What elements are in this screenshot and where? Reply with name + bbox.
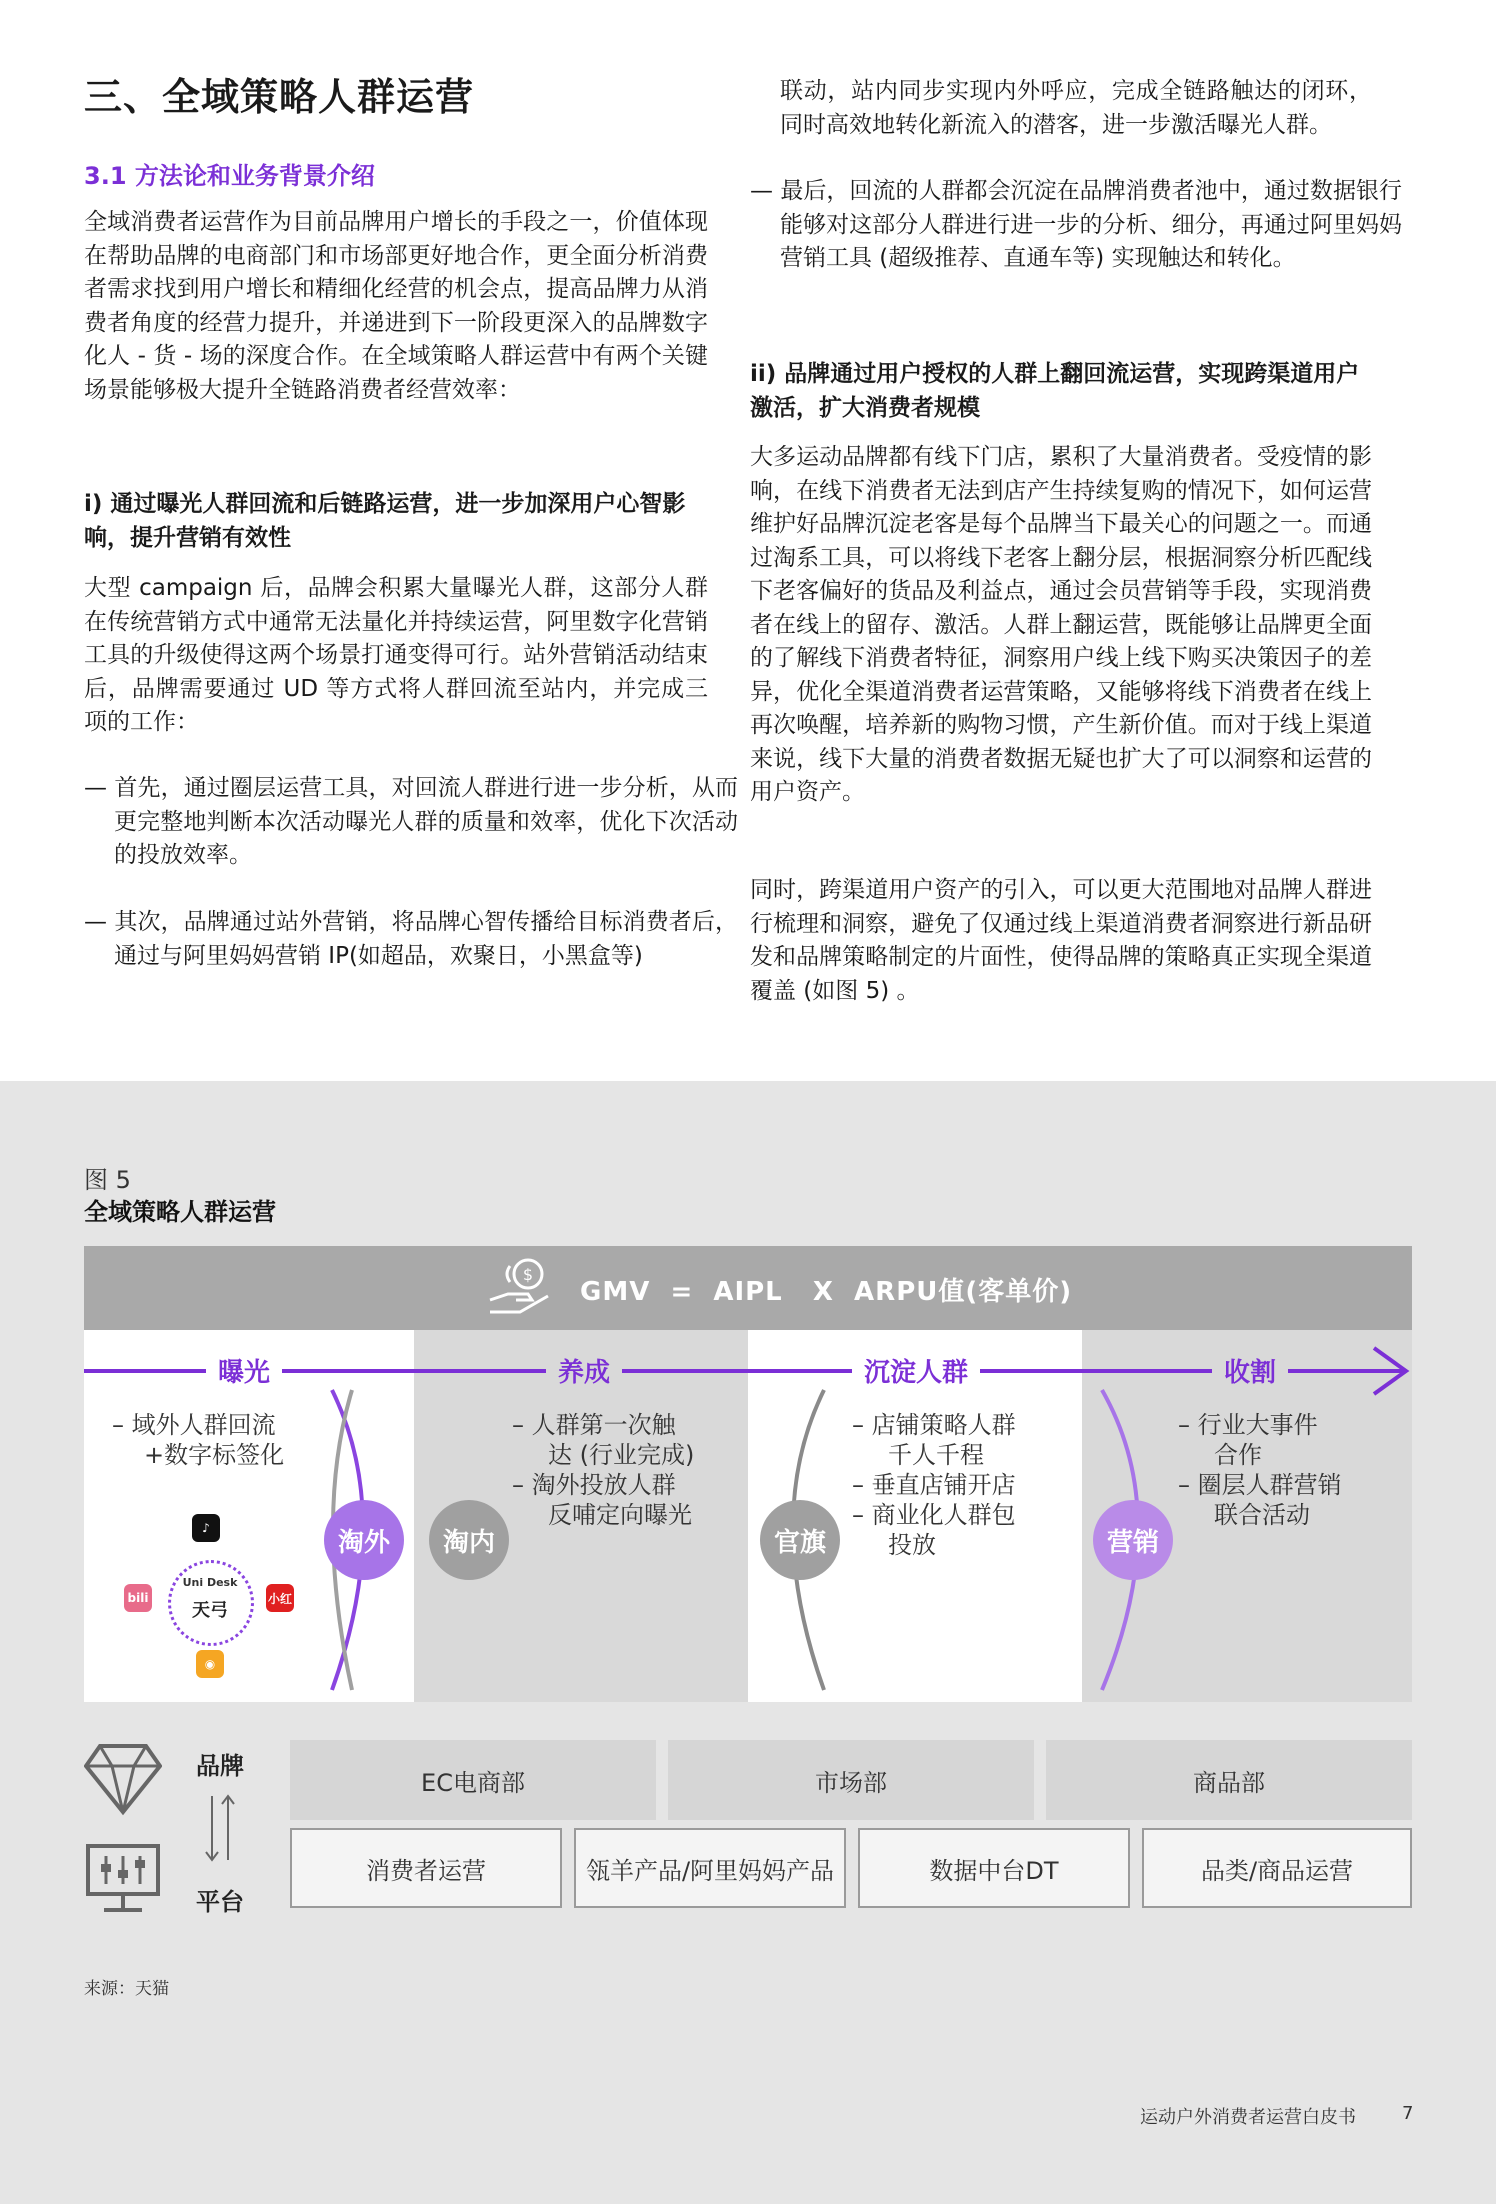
panel4-item-3: – 圈层人群营销 [1178, 1471, 1342, 1499]
brand-label: 品牌 [196, 1752, 244, 1780]
up-down-arrows-icon [200, 1790, 240, 1866]
platform-products: 瓴羊产品/阿里妈妈产品 [574, 1828, 846, 1908]
subheading-1: i) 通过曝光人群回流和后链路运营，进一步加深用户心智影响，提升营销有效性 [84, 491, 686, 551]
platform-data-dt: 数据中台DT [858, 1828, 1130, 1908]
paragraph-2: 大多运动品牌都有线下门店，累积了大量消费者。受疫情的影响，在线下消费者无法到店产生持续复购的情况下，如何运营维护好品牌沉淀老客是每个品牌当下最关心的问题之一。而通过淘系工具，可以将线下老客上翻分层，根据洞察分析匹配线下老客偏好的货品及利益点，通过会员营销等手段，实现消费者在线上的留存、激活。人群上翻运营，既能够让品牌更全面的了解线下消费者特征，洞察用户线上线下购买决策因子的差异，优化全渠道消费者运营策略，又能够将线下消费者在线上再次唤醒，培养新的购物习惯，产生新价值。而对于线上渠道来说，线下大量的消费者数据无疑也扩大了可以洞察和运营的用户资产。 [750, 444, 1372, 805]
circle-guanqi: 官旗 [760, 1500, 840, 1580]
platform-consumer-ops: 消费者运营 [290, 1828, 562, 1908]
circle-yingxiao: 营销 [1093, 1500, 1173, 1580]
bullet-2-continued: 联动，站内同步实现内外呼应，完成全链路触达的闭环，同时高效地转化新流入的潜客，进一步激活曝光人群。 [780, 78, 1372, 138]
panel3-item-3: – 垂直店铺开店 [852, 1471, 1016, 1499]
dept-ec: EC电商部 [290, 1740, 656, 1820]
dashboard-icon [84, 1842, 162, 1916]
panel3-item-2: 千人千程 [888, 1441, 984, 1469]
panel1-item: – 域外人群回流 [112, 1411, 276, 1439]
panel4-item-4: 联合活动 [1214, 1501, 1310, 1529]
page-number: 7 [1402, 2103, 1414, 2124]
xiaohongshu-icon: 小红 [266, 1584, 294, 1612]
panel2-item-3: – 淘外投放人群 [512, 1471, 676, 1499]
figure-number: 图 5 [84, 1166, 131, 1194]
tiangong-label: 天弓 [192, 1600, 228, 1621]
intro-paragraph: 全域消费者运营作为目前品牌用户增长的手段之一，价值体现在帮助品牌的电商部门和市场部更好地合作，更全面分析消费者需求找到用户增长和精细化经营的机会点，提高品牌力从消费者角度的经营力提升，并递进到下一阶段更深入的品牌数字化人 - 货 - 场的深度合作。在全域策略人群运营中有两个关键场景能够极大提升全链路消费者经营效率： [84, 209, 708, 403]
circle-taonei: 淘内 [429, 1500, 509, 1580]
platform-label: 平台 [196, 1888, 244, 1916]
diamond-icon [84, 1742, 162, 1816]
source-note: 来源：天猫 [84, 1979, 169, 1999]
page-heading: 三、全域策略人群运营 [84, 75, 475, 119]
stage-nurture: 养成 [546, 1352, 622, 1389]
panel3-item-1: – 店铺策略人群 [852, 1411, 1016, 1439]
section-title: 3.1 方法论和业务背景介绍 [84, 162, 375, 190]
bullet-1: — 首先，通过圈层运营工具，对回流人群进行进一步分析，从而更完整地判断本次活动曝光人群的质量和效率，优化下次活动的投放效率。 [84, 775, 738, 868]
bullet-2: — 其次，品牌通过站外营销，将品牌心智传播给目标消费者后，通过与阿里妈妈营销 IP(如超品，欢聚日，小黑盒等) [84, 909, 738, 969]
footer-title: 运动户外消费者运营白皮书 [1140, 2107, 1356, 2128]
paragraph-3: 同时，跨渠道用户资产的引入，可以更大范围地对品牌人群进行梳理和洞察，避免了仅通过线上渠道消费者洞察进行新品研发和品牌策略制定的片面性，使得品牌的策略真正实现全渠道覆盖 (如图 5) 。 [750, 877, 1372, 1004]
panel1-item-cont: +数字标签化 [144, 1441, 285, 1469]
douyin-icon: ♪ [192, 1514, 220, 1542]
svg-text:$: $ [522, 1265, 534, 1284]
bilibili-icon: bili [124, 1584, 152, 1612]
bullet-3: — 最后，回流的人群都会沉淀在品牌消费者池中，通过数据银行能够对这部分人群进行进一步的分析、细分，再通过阿里妈妈营销工具 (超级推荐、直通车等) 实现触达和转化。 [750, 178, 1402, 271]
gmv-formula: GMV = AIPL X ARPU值(客单价) [580, 1277, 1073, 1307]
panel2-item-4: 反哺定向曝光 [548, 1501, 692, 1529]
paragraph-1: 大型 campaign 后，品牌会积累大量曝光人群，这部分人群在传统营销方式中通常无法量化并持续运营，阿里数字化营销工具的升级使得这两个场景打通变得可行。站外营销活动结束后，品牌需要通过 UD 等方式将人群回流至站内，并完成三项的工作： [84, 575, 708, 735]
circle-taowai: 淘外 [324, 1500, 404, 1580]
figure-title: 全域策略人群运营 [84, 1198, 276, 1226]
panel4-item-2: 合作 [1214, 1441, 1262, 1469]
panel2-item-2: 达 (行业完成) [548, 1441, 695, 1469]
dept-marketing: 市场部 [668, 1740, 1034, 1820]
money-hand-icon [484, 1254, 556, 1322]
weibo-icon: ◉ [196, 1650, 224, 1678]
panel3-item-5: 投放 [888, 1531, 936, 1559]
panel4-item-1: – 行业大事件 [1178, 1411, 1318, 1439]
panel3-item-4: – 商业化人群包 [852, 1501, 1016, 1529]
stage-settle: 沉淀人群 [852, 1352, 980, 1389]
platform-category-ops: 品类/商品运营 [1142, 1828, 1412, 1908]
subheading-2: ii) 品牌通过用户授权的人群上翻回流运营，实现跨渠道用户激活，扩大消费者规模 [750, 361, 1360, 421]
dept-merchandise: 商品部 [1046, 1740, 1412, 1820]
panel2-item-1: – 人群第一次触 [512, 1411, 676, 1439]
funnel-arcs [84, 1330, 1412, 1702]
stage-exposure: 曝光 [206, 1352, 282, 1389]
unidesk-label: Uni Desk [182, 1576, 238, 1589]
stage-harvest: 收割 [1212, 1352, 1288, 1389]
